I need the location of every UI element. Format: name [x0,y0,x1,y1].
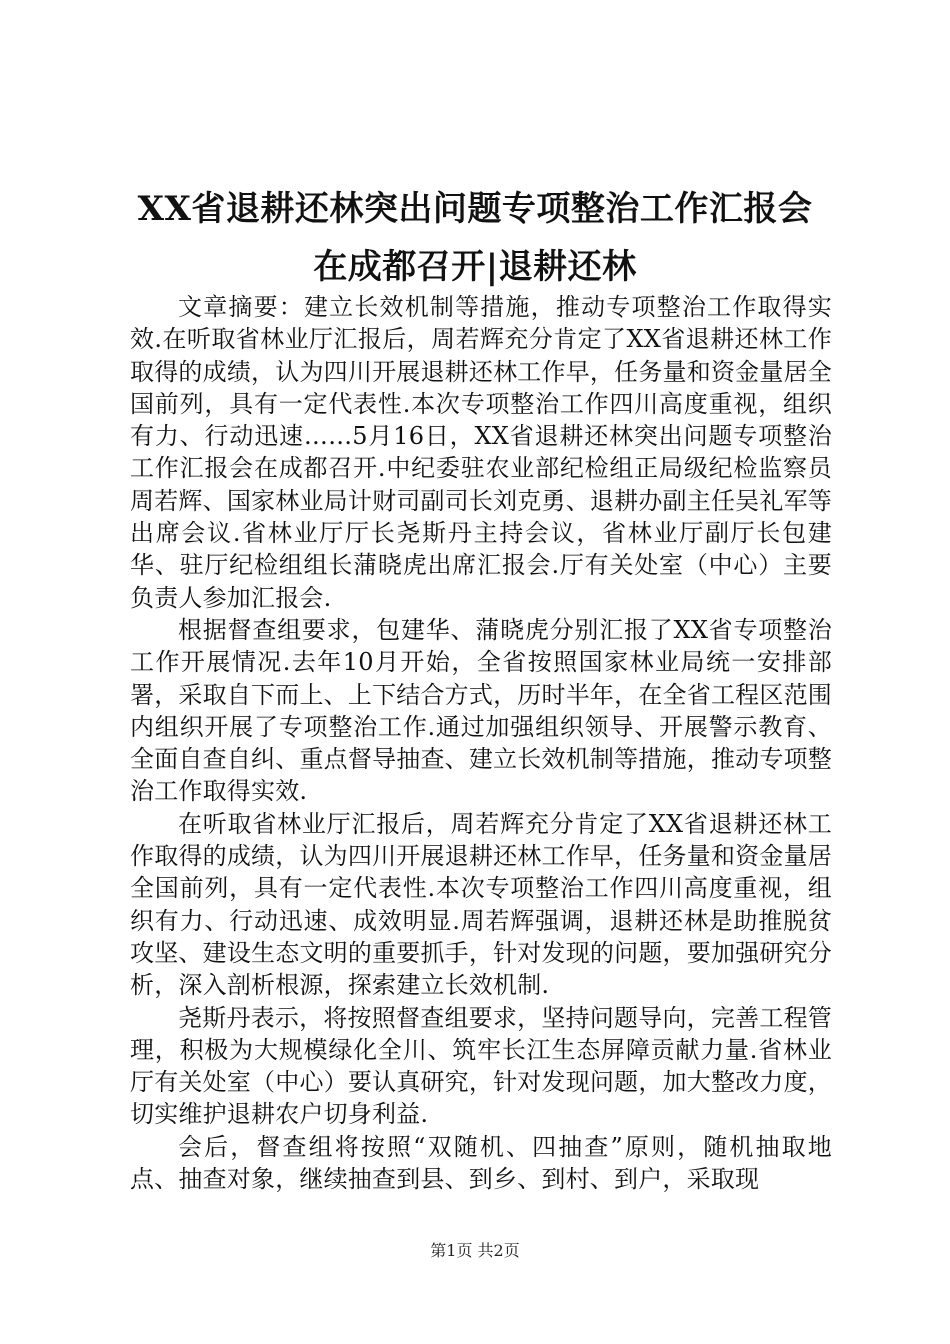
page-number-footer: 第1页 共2页 [430,1241,520,1260]
document-body [130,291,832,1195]
paragraph-affirmation: 在听取省林业厅汇报后，周若辉充分肯定了XX省退耕还林工作取得的成绩，认为四川开展退耕还林工作早，任务量和资金量居全国前列，具有一定代表性.本次专项整治工作四川高度重视，组织有力、行动迅速、成效明显.周若辉强调，退耕还林是助推脱贫攻坚、建设生态文明的重要抓手，针对发现的问题，要加强研究分析，深入剖析根源，探索建立长效机制. [130,809,832,1000]
document-title-line2: 在成都召开|退耕还林 [313,247,637,287]
paragraph-followup: 会后，督查组将按照“双随机、四抽查”原则，随机抽取地点、抽查对象，继续抽查到县、到乡、到村、到户，采取现 [130,1132,832,1194]
paragraph-response: 尧斯丹表示，将按照督查组要求，坚持问题导向，完善工程管理，积极为大规模绿化全川、筑牢长江生态屏障贡献力量.省林业厅有关处室（中心）要认真研究，针对发现问题，加大整改力度，切实维护退耕农户切身利益. [130,1003,832,1129]
paragraph-abstract: 文章摘要：建立长效机制等措施，推动专项整治工作取得实效.在听取省林业厅汇报后，周若辉充分肯定了XX省退耕还林工作取得的成绩，认为四川开展退耕还林工作早，任务量和资金量居全国前列，具有一定代表性.本次专项整治工作四川高度重视，组织有力、行动迅速……5月16日，XX省退耕还林突出问题专项整治工作汇报会在成都召开.中纪委驻农业部纪检组正局级纪检监察员周若辉、国家林业局计财司副司长刘克勇、退耕办副主任吴礼军等出席会议.省林业厅厅长尧斯丹主持会议，省林业厅副厅长包建华、驻厅纪检组组长蒲晓虎出席汇报会.厅有关处室（中心）主要负责人参加汇报会. [130,293,832,612]
document-title-line1: XX省退耕还林突出问题专项整治工作汇报会 [137,189,813,229]
paragraph-report: 根据督查组要求，包建华、蒲晓虎分别汇报了XX省专项整治工作开展情况.去年10月开始，全省按照国家林业局统一安排部署，采取自下而上、上下结合方式，历时半年，在全省工程区范围内组织开展了专项整治工作.通过加强组织领导、开展警示教育、全面自查自纠、重点督导抽查、建立长效机制等措施，推动专项整治工作取得实效. [130,615,832,806]
